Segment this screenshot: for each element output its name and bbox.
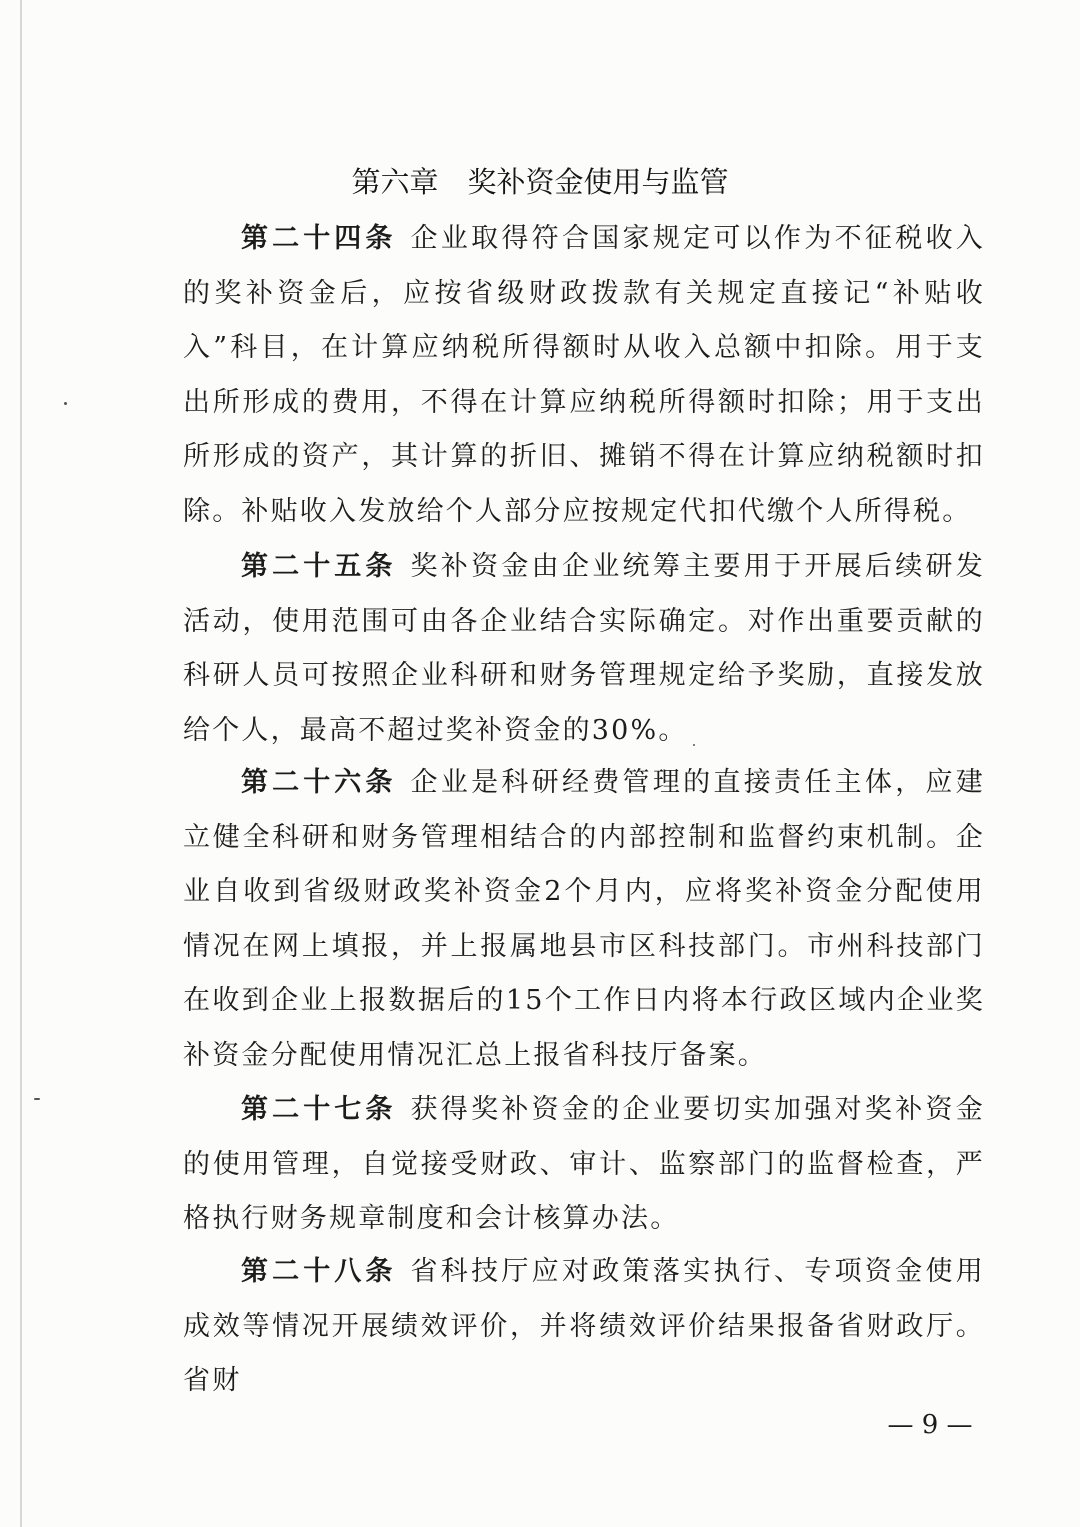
- scan-binding-edge: [20, 0, 22, 1527]
- article-heading: 第二十四条: [241, 223, 397, 254]
- article-paragraph: [183, 212, 985, 539]
- article-27: [183, 1083, 985, 1247]
- article-text: 获得奖补资金的企业要切实加强对奖补资金的使用管理，自觉接受财政、审计、监察部门的监督检查，严格执行财务规章制度和会计核算办法。: [183, 1094, 985, 1234]
- article-heading: 第二十五条: [241, 551, 397, 582]
- article-text: 企业是科研经费管理的直接责任主体，应建立健全科研和财务管理相结合的内部控制和监督约束机制。企业自收到省级财政奖补资金2个月内，应将奖补资金分配使用情况在网上填报，并上报属地县市区科技部门。市州科技部门在收到企业上报数据后的15个工作日内将本行政区域内企业奖补资金分配使用情况汇总上报省科技厅备案。: [183, 767, 985, 1071]
- article-text: 企业取得符合国家规定可以作为不征税收入的奖补资金后，应按省级财政拨款有关规定直接记“补贴收入”科目，在计算应纳税所得额时从收入总额中扣除。用于支出所形成的费用，不得在计算应纳税所得额时扣除；用于支出所形成的资产，其计算的折旧、摊销不得在计算应纳税额时扣除。补贴收入发放给个人部分应按规定代扣代缴个人所得税。: [183, 223, 985, 527]
- article-paragraph: [183, 756, 985, 1083]
- article-paragraph: [183, 540, 985, 758]
- article-text: 奖补资金由企业统筹主要用于开展后续研发活动，使用范围可由各企业结合实际确定。对作出重要贡献的科研人员可按照企业科研和财务管理规定给予奖励，直接发放给个人，最高不超过奖补资金的30%。: [183, 551, 985, 746]
- scan-speck: [64, 402, 67, 405]
- article-28: [183, 1245, 985, 1409]
- scan-speck: [34, 1098, 40, 1100]
- scan-speck: [693, 744, 695, 746]
- article-24: [183, 212, 985, 539]
- article-text: 省科技厅应对政策落实执行、专项资金使用成效等情况开展绩效评价，并将绩效评价结果报备省财政厅。省财: [183, 1256, 985, 1396]
- article-paragraph: [183, 1083, 985, 1247]
- chapter-title: 第六章 奖补资金使用与监管: [351, 165, 729, 199]
- page-number: — 9 —: [887, 1410, 973, 1440]
- article-26: [183, 756, 985, 1083]
- article-heading: 第二十七条: [241, 1094, 397, 1125]
- article-heading: 第二十六条: [241, 767, 397, 798]
- article-paragraph: [183, 1245, 985, 1409]
- article-25: [183, 540, 985, 758]
- article-heading: 第二十八条: [241, 1256, 397, 1287]
